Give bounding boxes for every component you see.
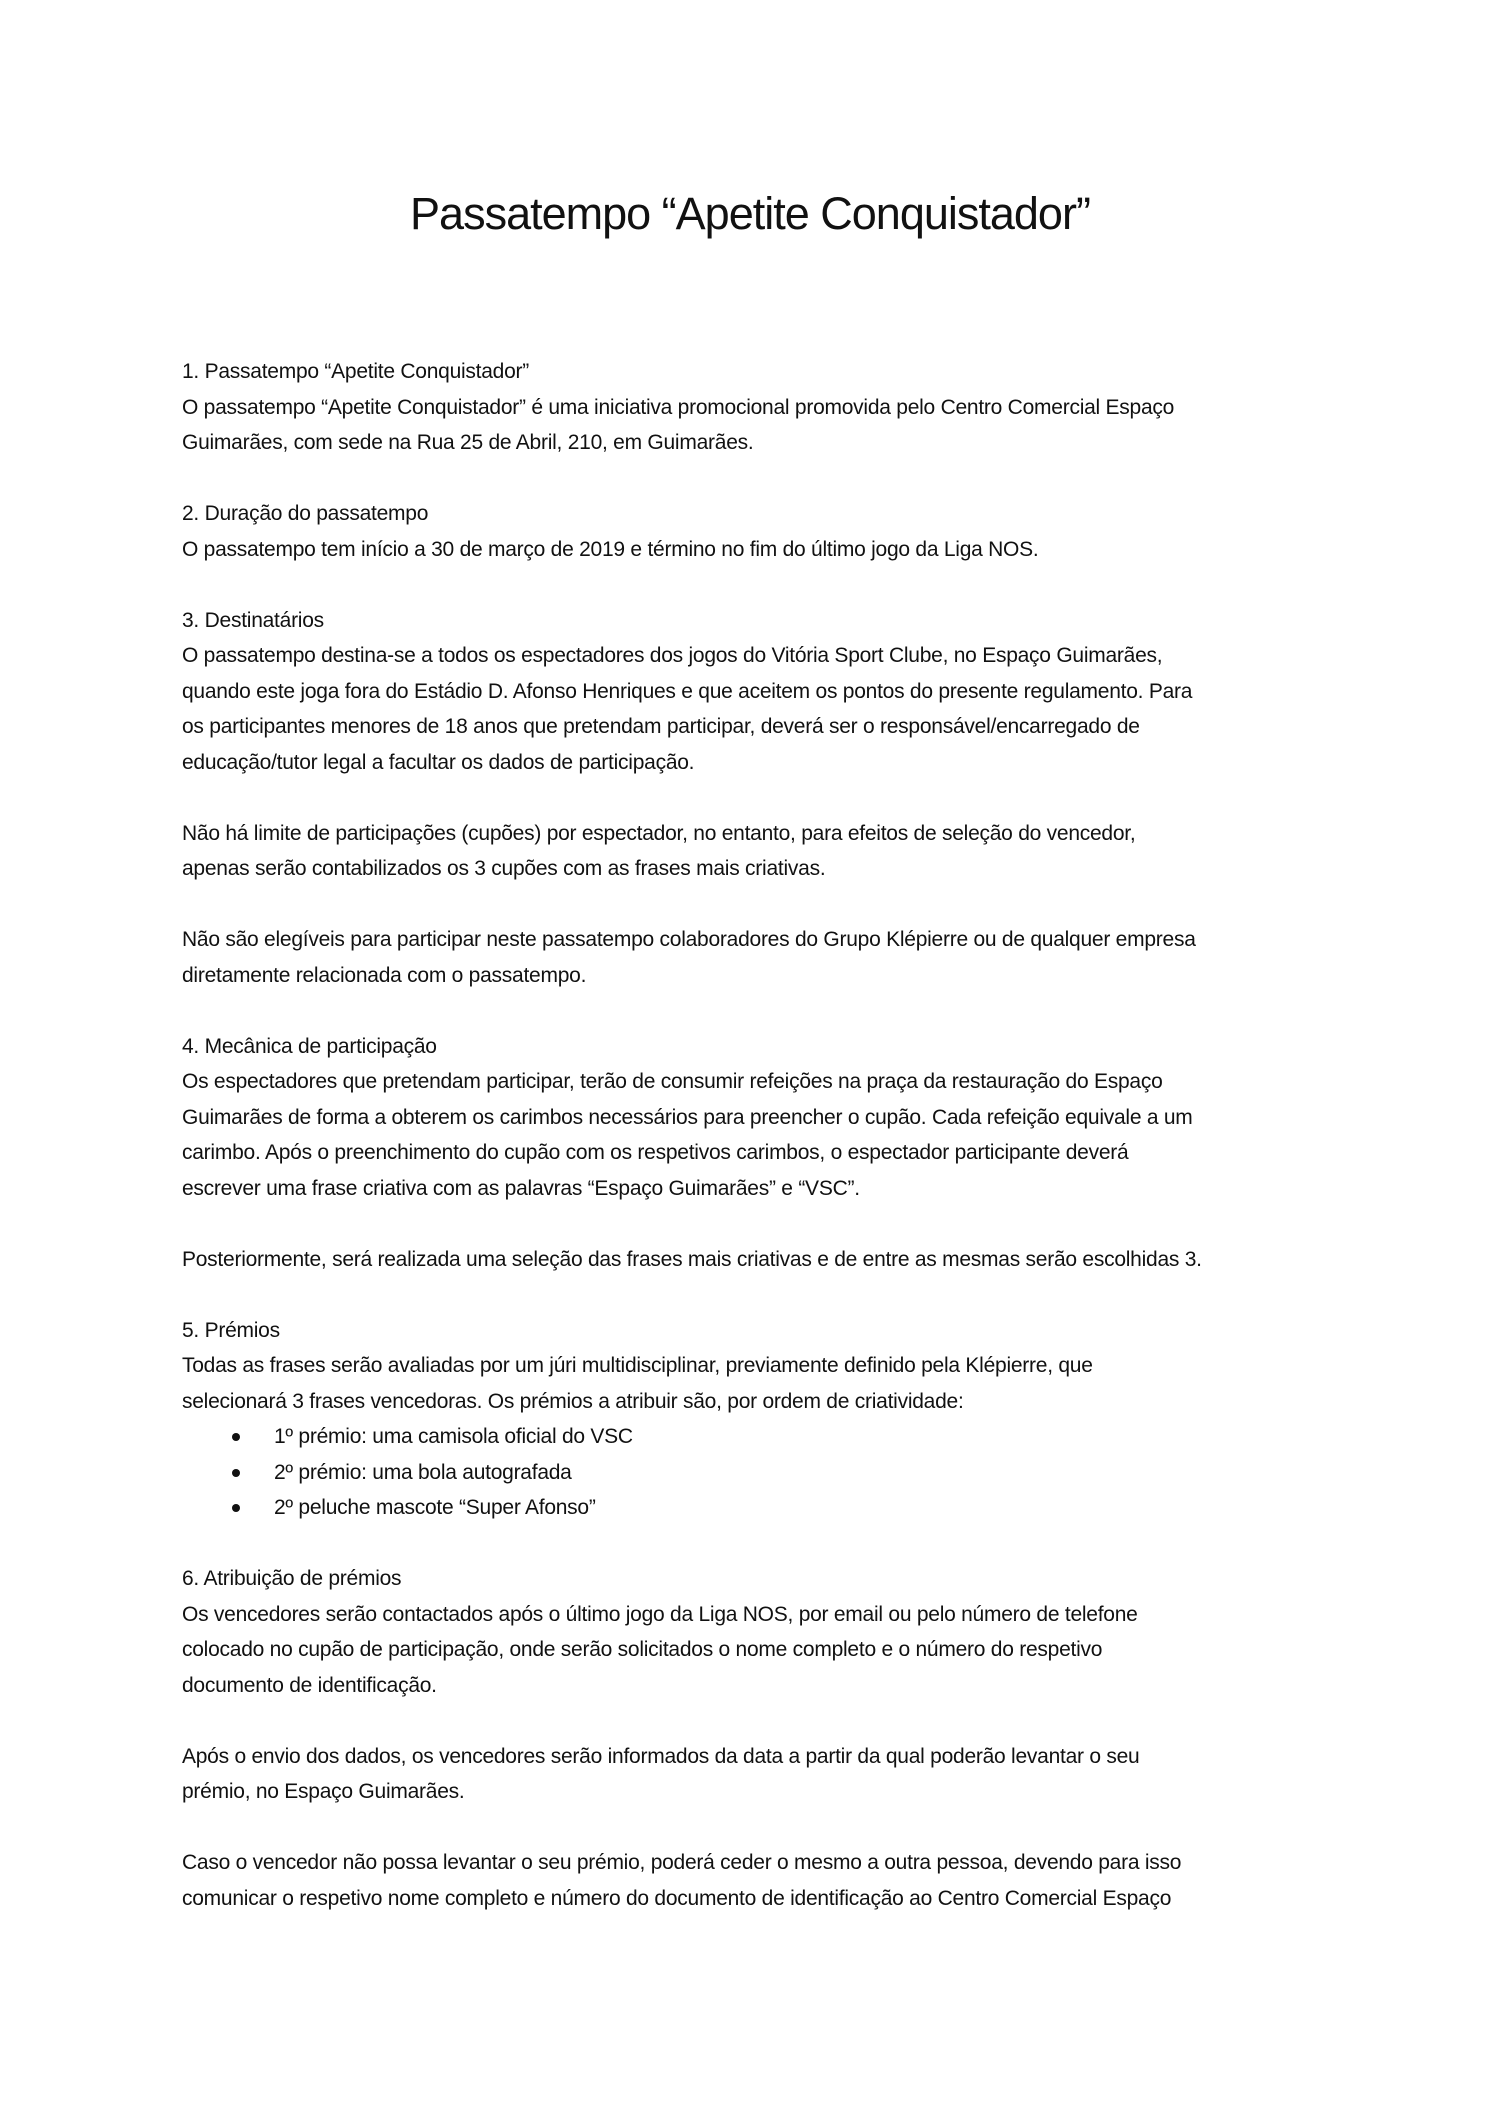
text-line: os participantes menores de 18 anos que pretendam participar, deverá ser o responsável/encarregado de bbox=[182, 715, 1140, 738]
section-5 bbox=[182, 1313, 1342, 1526]
text-line: Guimarães de forma a obterem os carimbos necessários para preencher o cupão. Cada refeição equivale a um bbox=[182, 1105, 1193, 1129]
text-line: educação/tutor legal a facultar os dados de participação. bbox=[182, 750, 695, 774]
section-heading: 5. Prémios bbox=[182, 1318, 280, 1342]
text-line: Os espectadores que pretendam participar, terão de consumir refeições na praça da restauração do Espaço bbox=[182, 1070, 1163, 1093]
text-line: selecionará 3 frases vencedoras. Os prémios a atribuir são, por ordem de criatividade: bbox=[182, 1389, 964, 1413]
text-line: Caso o vencedor não possa levantar o seu prémio, poderá ceder o mesmo a outra pessoa, devendo para isso bbox=[182, 1851, 1182, 1874]
section-spacer bbox=[182, 567, 1342, 603]
section-2 bbox=[182, 496, 1342, 567]
paragraph bbox=[182, 1739, 1342, 1810]
text-line: comunicar o respetivo nome completo e número do documento de identificação ao Centro Comercial Espaço bbox=[182, 1886, 1172, 1910]
section-spacer bbox=[182, 1526, 1342, 1562]
paragraph bbox=[182, 1348, 1342, 1419]
paragraph bbox=[182, 1597, 1342, 1704]
paragraph bbox=[182, 1242, 1342, 1278]
section-spacer bbox=[182, 1277, 1342, 1313]
bullet-icon bbox=[232, 1469, 240, 1477]
paragraph bbox=[182, 1064, 1342, 1206]
section-heading: 4. Mecânica de participação bbox=[182, 1034, 437, 1058]
prize-list-item bbox=[182, 1455, 1342, 1491]
text-line: Os vencedores serão contactados após o último jogo da Liga NOS, por email ou pelo número de telefone bbox=[182, 1602, 1138, 1626]
paragraph-spacer bbox=[182, 887, 1342, 923]
text-line: quando este joga fora do Estádio D. Afonso Henriques e que aceitem os pontos do presente regulamento. Para bbox=[182, 679, 1193, 703]
text-line: apenas serão contabilizados os 3 cupões com as frases mais criativas. bbox=[182, 857, 826, 880]
bullet-icon bbox=[232, 1433, 240, 1441]
paragraph bbox=[182, 532, 1342, 568]
text-line: prémio, no Espaço Guimarães. bbox=[182, 1780, 465, 1803]
paragraph-spacer bbox=[182, 1810, 1342, 1846]
text-line: O passatempo “Apetite Conquistador” é uma iniciativa promocional promovida pelo Centro Comercial Espaço bbox=[182, 395, 1175, 419]
section-3 bbox=[182, 603, 1342, 994]
paragraph bbox=[182, 1845, 1342, 1916]
section-spacer bbox=[182, 461, 1342, 497]
text-line: Guimarães, com sede na Rua 25 de Abril, 210, em Guimarães. bbox=[182, 431, 754, 454]
text-line: O passatempo destina-se a todos os espectadores dos jogos do Vitória Sport Clube, no Espaço Guimarães, bbox=[182, 644, 1163, 667]
prize-list bbox=[182, 1419, 1342, 1526]
text-line: Posteriormente, será realizada uma seleção das frases mais criativas e de entre as mesmas serão escolhidas 3. bbox=[182, 1247, 1202, 1271]
document-body bbox=[182, 354, 1342, 1916]
section-1 bbox=[182, 354, 1342, 461]
text-line: O passatempo tem início a 30 de março de 2019 e término no fim do último jogo da Liga NOS. bbox=[182, 537, 1039, 561]
paragraph bbox=[182, 638, 1342, 780]
text-line: colocado no cupão de participação, onde serão solicitados o nome completo e o número do respetivo bbox=[182, 1638, 1103, 1661]
document-title: Passatempo “Apetite Conquistador” bbox=[410, 188, 1090, 239]
text-line: carimbo. Após o preenchimento do cupão com os respetivos carimbos, o espectador participante deverá bbox=[182, 1141, 1129, 1164]
text-line: documento de identificação. bbox=[182, 1673, 437, 1697]
paragraph bbox=[182, 390, 1342, 461]
text-line: Todas as frases serão avaliadas por um júri multidisciplinar, previamente definido pela Klépierre, que bbox=[182, 1354, 1093, 1377]
paragraph-spacer bbox=[182, 1703, 1342, 1739]
prize-text: 1º prémio: uma camisola oficial do VSC bbox=[274, 1425, 633, 1448]
text-line: Não são elegíveis para participar neste passatempo colaboradores do Grupo Klépierre ou de qualquer empresa bbox=[182, 928, 1196, 951]
section-spacer bbox=[182, 993, 1342, 1029]
text-line: Não há limite de participações (cupões) por espectador, no entanto, para efeitos de seleção do vencedor, bbox=[182, 821, 1136, 845]
section-6 bbox=[182, 1561, 1342, 1916]
paragraph bbox=[182, 922, 1342, 993]
section-heading: 3. Destinatários bbox=[182, 608, 324, 632]
text-line: escrever uma frase criativa com as palavras “Espaço Guimarães” e “VSC”. bbox=[182, 1176, 860, 1200]
prize-list-item bbox=[182, 1490, 1342, 1526]
text-line: Após o envio dos dados, os vencedores serão informados da data a partir da qual poderão levantar o seu bbox=[182, 1744, 1140, 1768]
paragraph-spacer bbox=[182, 1206, 1342, 1242]
section-heading: 2. Duração do passatempo bbox=[182, 502, 429, 525]
paragraph bbox=[182, 816, 1342, 887]
section-heading: 6. Atribuição de prémios bbox=[182, 1567, 402, 1590]
section-4 bbox=[182, 1029, 1342, 1278]
text-line: diretamente relacionada com o passatempo. bbox=[182, 963, 587, 987]
prize-text: 2º prémio: uma bola autografada bbox=[274, 1460, 572, 1484]
prize-text: 2º peluche mascote “Super Afonso” bbox=[274, 1496, 596, 1519]
paragraph-spacer bbox=[182, 780, 1342, 816]
bullet-icon bbox=[232, 1504, 240, 1512]
section-heading: 1. Passatempo “Apetite Conquistador” bbox=[182, 360, 530, 383]
prize-list-item bbox=[182, 1419, 1342, 1455]
